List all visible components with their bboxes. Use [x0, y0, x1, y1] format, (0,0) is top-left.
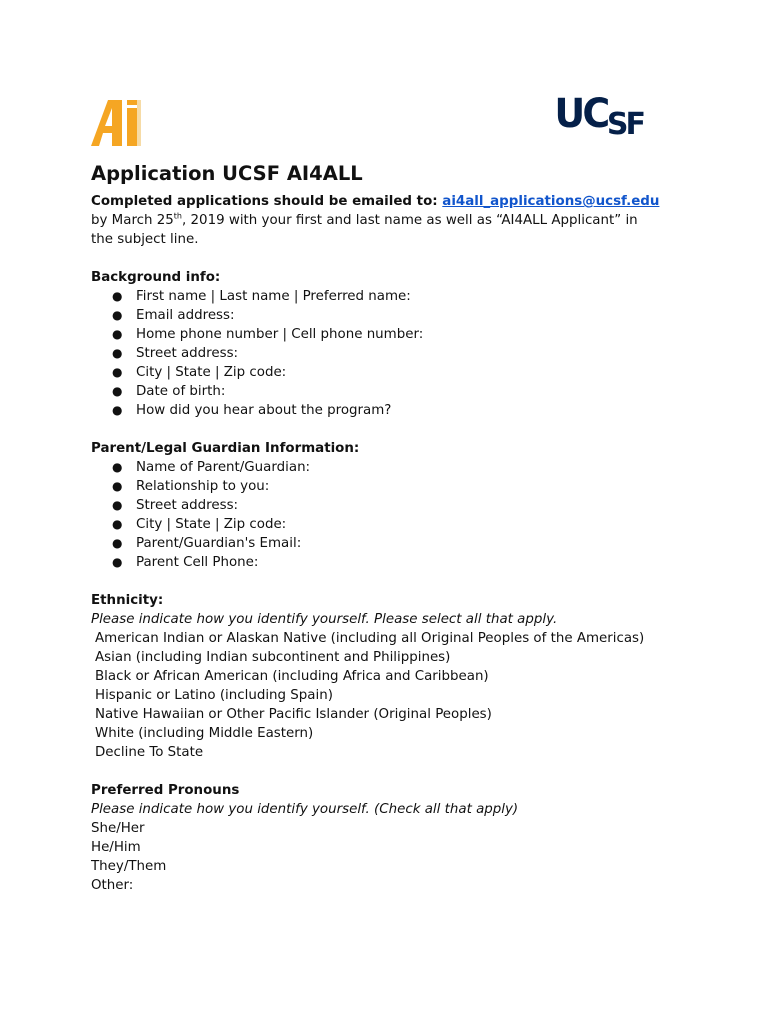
- intro-line-2: [91, 211, 731, 230]
- ethnicity-option[interactable]: Native Hawaiian or Other Pacific Islander (Original Peoples): [95, 707, 492, 722]
- ethnicity-option[interactable]: Hispanic or Latino (including Spain): [95, 688, 333, 703]
- page-title: Application UCSF AI4ALL: [91, 162, 363, 185]
- ai4all-logo: [91, 100, 145, 146]
- list-item: ● City | State | Zip code:: [91, 363, 731, 382]
- ethnicity-option[interactable]: Decline To State: [95, 745, 204, 760]
- ethnicity-option[interactable]: Asian (including Indian subcontinent and Philippines): [95, 650, 451, 665]
- pronoun-option[interactable]: He/Him: [91, 840, 141, 855]
- intro-deadline-rest: , 2019 with your first and last name as well as “AI4ALL Applicant” in: [182, 213, 638, 228]
- list-item: ● Name of Parent/Guardian:: [91, 458, 731, 477]
- intro-line-1: [91, 192, 731, 211]
- ethnicity-heading: Ethnicity:: [91, 593, 164, 608]
- list-item: ● Parent/Guardian's Email:: [91, 534, 731, 553]
- list-item: ● Street address:: [91, 344, 731, 363]
- guardian-heading: Parent/Legal Guardian Information:: [91, 441, 360, 456]
- ucsf-logo: UCSF: [554, 91, 643, 142]
- list-item: ● Relationship to you:: [91, 477, 731, 496]
- intro-lead: Completed applications should be emailed to:: [91, 194, 443, 209]
- list-item: ● City | State | Zip code:: [91, 515, 731, 534]
- background-list: [91, 287, 731, 420]
- application-content: [91, 160, 731, 895]
- pronouns-heading: Preferred Pronouns: [91, 783, 240, 798]
- ethnicity-option[interactable]: White (including Middle Eastern): [95, 726, 314, 741]
- pronoun-option[interactable]: She/Her: [91, 821, 145, 836]
- list-item: ● Parent Cell Phone:: [91, 553, 731, 572]
- ethnicity-instruction: Please indicate how you identify yourself. Please select all that apply.: [91, 612, 558, 627]
- list-item: ● Email address:: [91, 306, 731, 325]
- list-item: ● Home phone number | Cell phone number:: [91, 325, 731, 344]
- background-heading: Background info:: [91, 270, 221, 285]
- intro-line-3: the subject line.: [91, 232, 199, 247]
- list-item: ● Date of birth:: [91, 382, 731, 401]
- pronoun-option[interactable]: They/Them: [91, 859, 167, 874]
- pronouns-instruction: Please indicate how you identify yourself. (Check all that apply): [91, 802, 519, 817]
- application-email-link[interactable]: ai4all_applications@ucsf.edu: [442, 194, 660, 209]
- pronoun-option[interactable]: Other:: [91, 878, 134, 893]
- intro-deadline: by March 25: [91, 213, 174, 228]
- ethnicity-option[interactable]: Black or African American (including Africa and Caribbean): [95, 669, 489, 684]
- intro-deadline-sup: th: [173, 211, 183, 221]
- list-item: ● First name | Last name | Preferred name:: [91, 287, 731, 306]
- guardian-list: [91, 458, 731, 572]
- list-item: ● Street address:: [91, 496, 731, 515]
- list-item: ● How did you hear about the program?: [91, 401, 731, 420]
- ethnicity-option[interactable]: American Indian or Alaskan Native (including all Original Peoples of the Americas): [95, 631, 645, 646]
